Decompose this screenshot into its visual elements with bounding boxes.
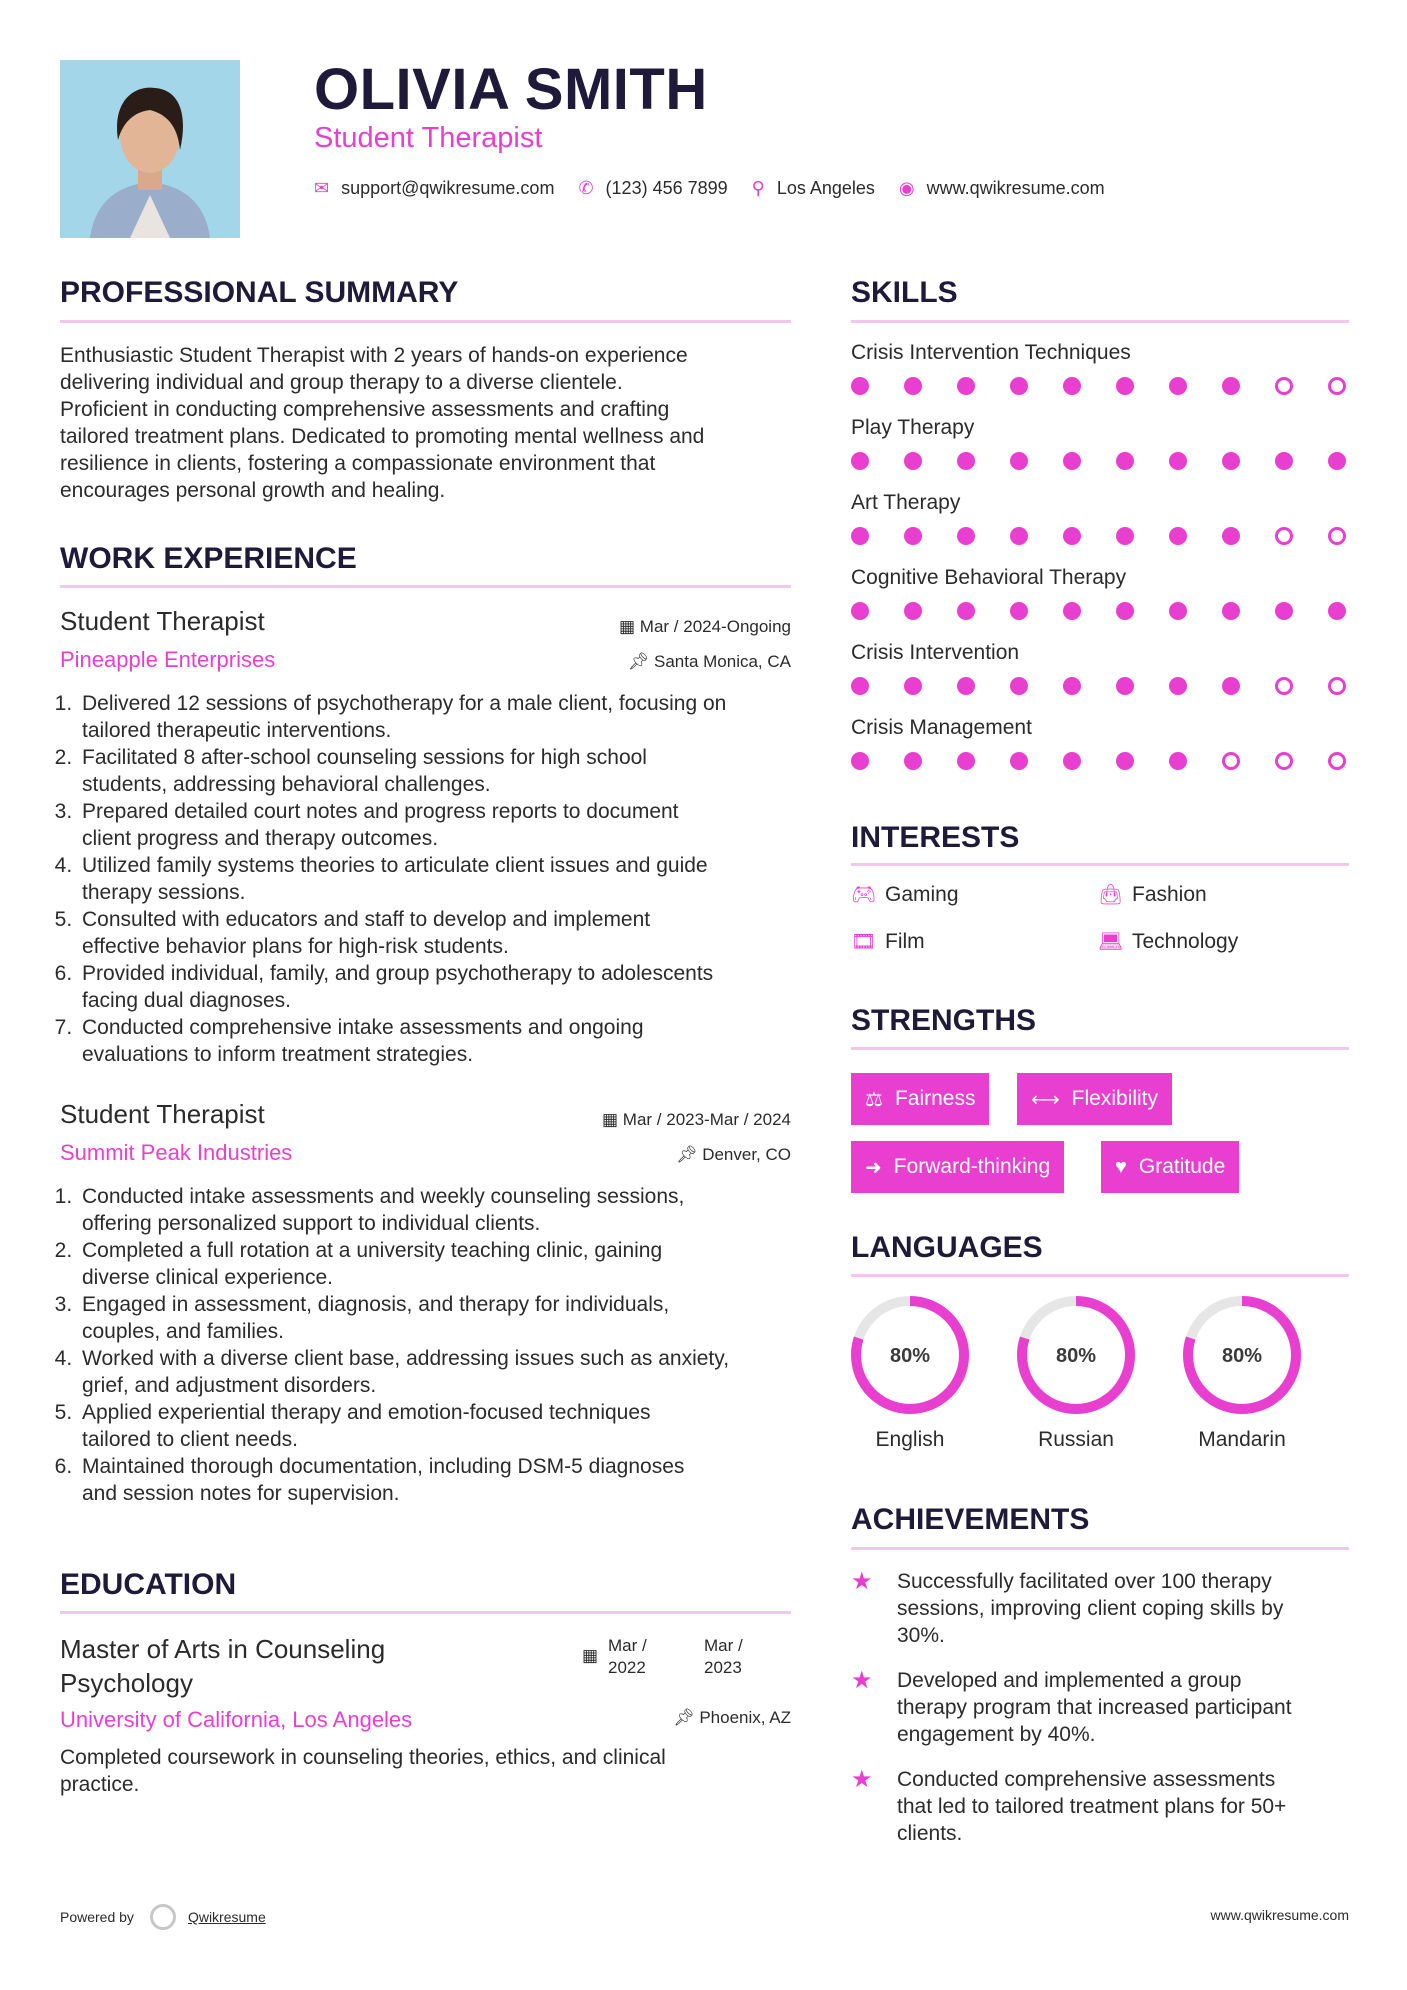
language-percent: 80% [1221,1345,1263,1367]
rating-dot-filled [904,752,922,770]
contact-website[interactable]: www.qwikresume.com [926,178,1105,198]
rating-dot-filled [904,602,922,620]
rating-dot-filled [1222,452,1240,470]
skills-heading: SKILLS [851,276,958,309]
language-name: Russian [1038,1428,1114,1451]
qwikresume-logo-icon [150,1904,176,1930]
strengths-divider [851,1047,1349,1050]
rating-dot-empty [1328,677,1346,695]
rating-dot-empty [1275,752,1293,770]
interest-fashion: 👜︎ Fashion [1098,882,1207,906]
rating-dot-filled [1063,452,1081,470]
arrows-horizontal-icon: ⟷ [1031,1088,1060,1111]
language-percent: 80% [1055,1345,1097,1367]
skills-list [851,341,1351,791]
rating-dot-filled [1063,677,1081,695]
job-bullets [60,1183,818,1507]
contact-location: Los Angeles [776,178,875,198]
skill-rating [851,602,1351,620]
interest-technology: 💻︎ Technology [1098,929,1239,953]
pin-icon: 📌︎ [675,1145,703,1164]
rating-dot-filled [851,602,869,620]
rating-dot-empty [1275,377,1293,395]
rating-dot-empty [1275,677,1293,695]
phone-icon: ✆ [578,178,594,198]
rating-dot-filled [851,452,869,470]
skill-name: Crisis Intervention Techniques [851,341,1131,364]
skill-rating [851,527,1351,545]
rating-dot-filled [1222,677,1240,695]
language-name: Mandarin [1198,1428,1286,1451]
summary-text: Enthusiastic Student Therapist with 2 years of hands-on experience delivering individual and group therapy to a diverse clientele. Proficient in conducting comprehensive assessments and crafting tailored treatment plans. Dedicated to promoting mental wellness and resilience in clients, fostering a compassionate environment that encourages personal growth and healing. [60,344,705,502]
rating-dot-filled [1222,527,1240,545]
rating-dot-filled [851,752,869,770]
rating-dot-filled [1010,677,1028,695]
brand-link[interactable]: Qwikresume [187,1909,266,1925]
rating-dot-filled [1010,377,1028,395]
shopping-bag-icon: 👜︎ [1098,884,1124,906]
list-item: 3. Prepared detailed court notes and progress reports to document client progress and therapy outcomes. [78,798,818,852]
skill-name: Crisis Management [851,716,1032,739]
star-icon: ★ [851,1667,873,1694]
list-item: 4. Utilized family systems theories to articulate client issues and guide therapy sessions. [78,852,818,906]
rating-dot-empty [1275,527,1293,545]
rating-dot-filled [904,452,922,470]
rating-dot-filled [957,602,975,620]
rating-dot-filled [904,377,922,395]
rating-dot-filled [904,527,922,545]
rating-dot-filled [1116,527,1134,545]
list-item: 6. Maintained thorough documentation, including DSM-5 diagnoses and session notes for supervision. [78,1453,818,1507]
rating-dot-filled [957,527,975,545]
globe-icon: ◉ [898,178,915,198]
education-start-date: ▦ Mar / 2022 [582,1636,647,1677]
summary-heading: PROFESSIONAL SUMMARY [60,276,459,309]
job-title: Student Therapist [60,1099,265,1129]
calendar-icon: ▦ [619,617,640,636]
skill-rating [851,677,1351,695]
strength-tag-forward-thinking: ➜ Forward-thinking [851,1141,1064,1193]
rating-dot-filled [1063,752,1081,770]
job-company: Pineapple Enterprises [60,647,276,672]
rating-dot-filled [1169,377,1187,395]
education-divider [60,1611,791,1614]
rating-dot-filled [1116,752,1134,770]
language-gauge [1014,1293,1138,1417]
profile-photo [60,60,240,238]
list-item: 6. Provided individual, family, and group psychotherapy to adolescents facing dual diagnoses. [78,960,818,1014]
star-icon: ★ [851,1568,873,1595]
rating-dot-filled [851,377,869,395]
job-date: ▦ Mar / 2024-Ongoing [619,617,791,636]
rating-dot-empty [1328,752,1346,770]
rating-dot-filled [1010,752,1028,770]
gamepad-icon: 🎮︎ [851,884,877,906]
candidate-name: OLIVIA SMITH [314,57,708,122]
rating-dot-filled [1116,602,1134,620]
rating-dot-filled [1275,602,1293,620]
contact-email[interactable]: support@qwikresume.com [341,178,555,198]
scale-icon: ⚖ [865,1088,883,1111]
strength-tag-fairness: ⚖ Fairness [851,1073,989,1125]
strength-tag-flexibility: ⟷ Flexibility [1017,1073,1172,1125]
rating-dot-filled [904,677,922,695]
job-title: Student Therapist [60,606,265,636]
rating-dot-filled [1010,602,1028,620]
rating-dot-filled [851,677,869,695]
skill-name: Crisis Intervention [851,641,1020,664]
language-name: English [875,1428,945,1451]
pin-icon: 📌︎ [627,652,654,671]
rating-dot-filled [1169,527,1187,545]
rating-dot-filled [851,527,869,545]
interest-film: 🎞︎ Film [851,929,925,953]
job-date: ▦ Mar / 2023-Mar / 2024 [602,1110,791,1129]
rating-dot-filled [1169,602,1187,620]
languages-heading: LANGUAGES [851,1231,1043,1264]
rating-dot-filled [957,452,975,470]
list-item: 2. Completed a full rotation at a university teaching clinic, gaining diverse clinical experience. [78,1237,818,1291]
interests-heading: INTERESTS [851,821,1020,854]
rating-dot-filled [1063,527,1081,545]
list-item: 5. Applied experiential therapy and emotion-focused techniques tailored to client needs. [78,1399,818,1453]
skills-divider [851,320,1349,323]
achievements-heading: ACHIEVEMENTS [851,1503,1090,1536]
summary-divider [60,320,791,323]
rating-dot-filled [1010,527,1028,545]
skill-rating [851,377,1351,395]
rating-dot-filled [1169,752,1187,770]
contact-phone[interactable]: (123) 456 7899 [605,178,728,198]
envelope-icon: ✉ [314,178,330,198]
skill-row [851,416,1351,491]
experience-divider [60,585,791,588]
rating-dot-filled [1275,452,1293,470]
list-item: 7. Conducted comprehensive intake assessments and ongoing evaluations to inform treatment strategies. [78,1014,818,1068]
experience-heading: WORK EXPERIENCE [60,542,357,575]
star-icon: ★ [851,1766,873,1793]
list-item: 1. Delivered 12 sessions of psychotherapy for a male client, focusing on tailored therapeutic interventions. [78,690,818,744]
skill-name: Play Therapy [851,416,975,439]
languages-divider [851,1274,1349,1277]
pin-icon: 📌︎ [673,1708,700,1727]
calendar-icon: ▦ [602,1110,623,1129]
education-heading: EDUCATION [60,1568,237,1601]
language-gauge [848,1293,972,1417]
rating-dot-filled [1328,602,1346,620]
candidate-role: Student Therapist [314,122,543,154]
achievements-divider [851,1547,1349,1550]
rating-dot-empty [1328,527,1346,545]
rating-dot-filled [1063,377,1081,395]
education-end-date: Mar / 2023 [704,1636,743,1677]
rating-dot-filled [1010,452,1028,470]
arrow-right-icon: ➜ [865,1156,882,1179]
heart-icon: ♥ [1115,1155,1127,1178]
education-location: 📌︎ Phoenix, AZ [673,1708,791,1727]
job-company: Summit Peak Industries [60,1140,293,1165]
skill-row [851,641,1351,716]
rating-dot-filled [957,377,975,395]
rating-dot-empty [1222,752,1240,770]
list-item: 5. Consulted with educators and staff to develop and implement effective behavior plans for high-risk students. [78,906,818,960]
map-pin-icon: ⚲ [751,178,765,198]
contact-bar [314,178,1129,199]
powered-by-label: Powered by [60,1909,134,1925]
job-bullets [60,690,818,1068]
rating-dot-filled [1169,677,1187,695]
rating-dot-filled [1169,452,1187,470]
rating-dot-filled [1222,602,1240,620]
laptop-icon: 💻︎ [1098,931,1124,953]
skill-row [851,566,1351,641]
achievement-item: ★ Successfully facilitated over 100 therapy sessions, improving client coping skills by 30%. [851,1568,1284,1647]
list-item: 4. Worked with a diverse client base, addressing issues such as anxiety, grief, and adjustment disorders. [78,1345,818,1399]
skill-rating [851,752,1351,770]
rating-dot-filled [1222,377,1240,395]
rating-dot-filled [1328,452,1346,470]
list-item: 2. Facilitated 8 after-school counseling sessions for high school students, addressing behavioral challenges. [78,744,818,798]
strength-tag-gratitude: ♥ Gratitude [1101,1141,1239,1193]
rating-dot-filled [957,677,975,695]
rating-dot-filled [1116,377,1134,395]
footer-powered-by [60,1904,266,1930]
calendar-icon: ▦ [582,1646,599,1665]
rating-dot-empty [1328,377,1346,395]
school-name: University of California, Los Angeles [60,1707,413,1732]
rating-dot-filled [1116,677,1134,695]
achievement-item: ★ Developed and implemented a group therapy program that increased participant engagement by 40%. [851,1667,1292,1746]
skill-row [851,491,1351,566]
rating-dot-filled [957,752,975,770]
rating-dot-filled [1063,602,1081,620]
interests-divider [851,863,1349,866]
skill-rating [851,452,1351,470]
achievement-item: ★ Conducted comprehensive assessments that led to tailored treatment plans for 50+ clients. [851,1766,1287,1845]
strengths-heading: STRENGTHS [851,1004,1037,1037]
skill-name: Art Therapy [851,491,961,514]
degree-title: Master of Arts in Counseling Psychology [60,1634,386,1698]
language-gauge [1180,1293,1304,1417]
education-description: Completed coursework in counseling theories, ethics, and clinical practice. [60,1746,666,1796]
skill-name: Cognitive Behavioral Therapy [851,566,1127,589]
job-location: 📌︎ Denver, CO [675,1145,791,1164]
language-percent: 80% [889,1345,931,1367]
interest-gaming: 🎮︎ Gaming [851,882,959,906]
job-location: 📌︎ Santa Monica, CA [627,652,791,671]
list-item: 1. Conducted intake assessments and weekly counseling sessions, offering personalized support to individual clients. [78,1183,818,1237]
skill-row [851,341,1351,416]
footer-website[interactable]: www.qwikresume.com [1210,1907,1349,1923]
list-item: 3. Engaged in assessment, diagnosis, and therapy for individuals, couples, and families. [78,1291,818,1345]
skill-row [851,716,1351,791]
film-icon: 🎞︎ [851,931,877,953]
rating-dot-filled [1116,452,1134,470]
